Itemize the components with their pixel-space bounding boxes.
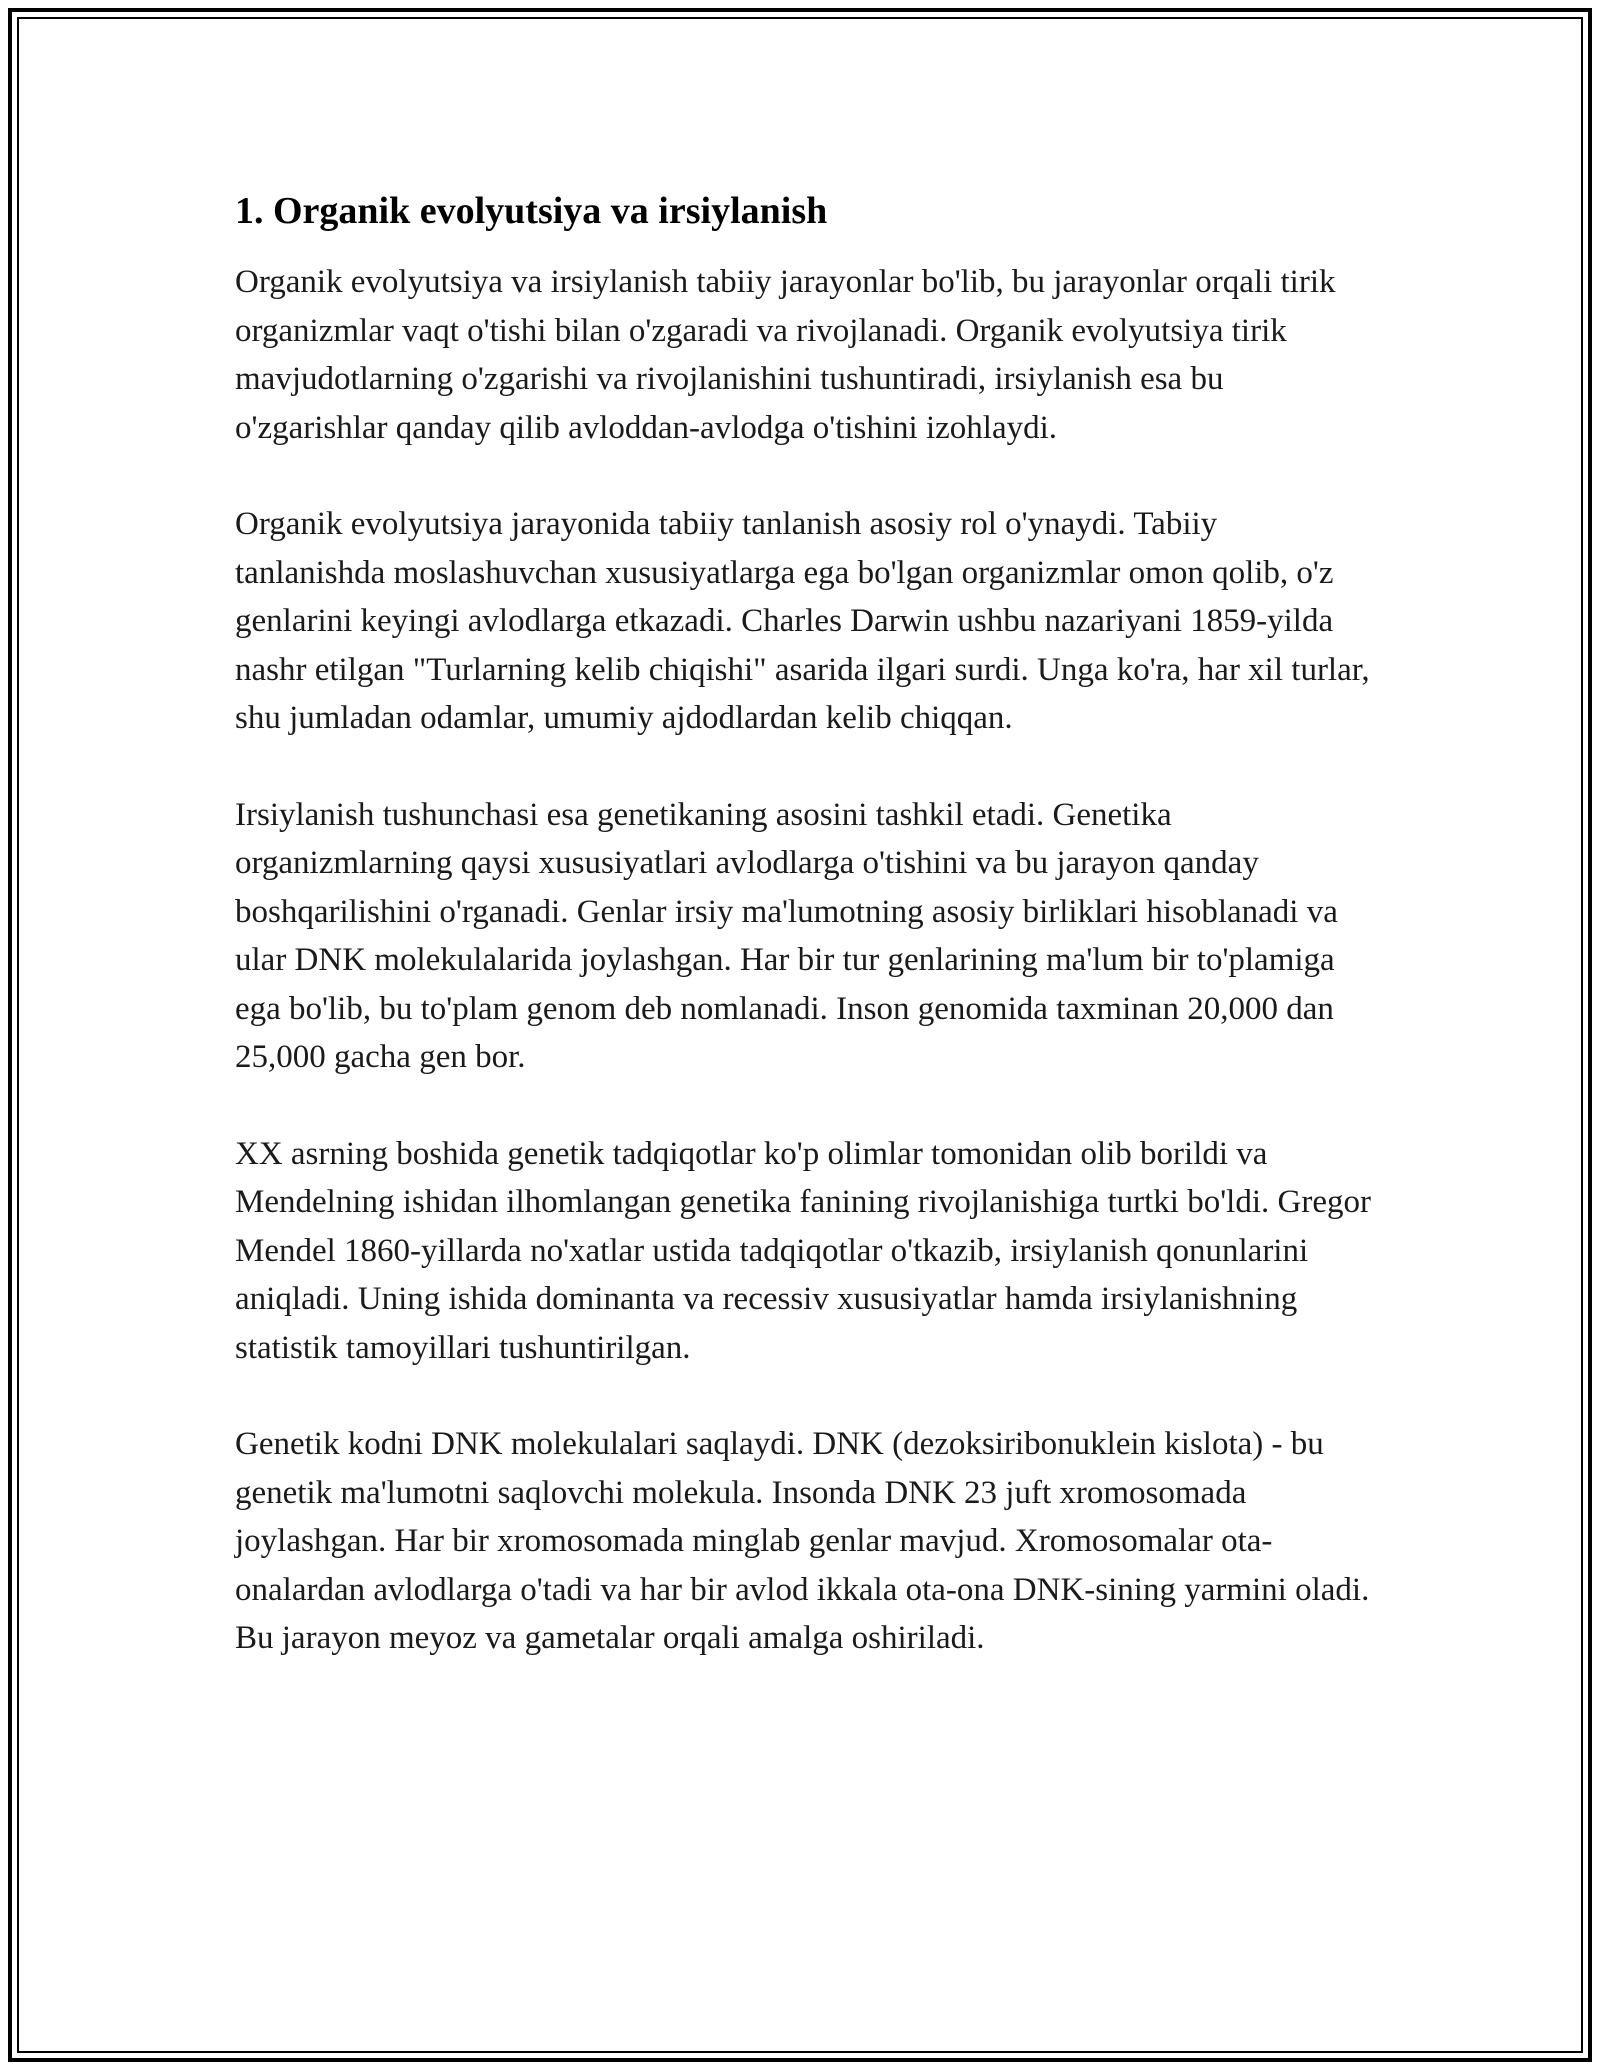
paragraph-4: XX asrning boshida genetik tadqiqotlar ko'p olimlar tomonidan olib borildi va Mendelning ishidan ilhomlangan genetika fanining rivojlanishiga turtki bo'ldi. Gregor Mendel 1860-yillarda no'xatlar ustida tadqiqotlar o'tkazib, irsiylanish qonunlarini aniqladi. Uning ishida dominanta va recessiv xususiyatlar hamda irsiylanishning statistik tamoyillari tushuntirilgan. [235,1135,1371,1366]
document-title: 1. Organik evolyutsiya va irsiylanish [235,190,828,232]
paragraph-3: Irsiylanish tushunchasi esa genetikaning asosini tashkil etadi. Genetika organizmlarning qaysi xususiyatlari avlodlarga o'tishini va bu jarayon qanday boshqarilishini o'rganadi. Genlar irsiy ma'lumotning asosiy birliklari hisoblanadi va ular DNK molekulalarida joylashgan. Har bir tur genlarining ma'lum bir to'plamiga ega bo'lib, bu to'plam genom deb nomlanadi. Inson genomida taxminan 20,000 dan 25,000 gacha gen bor. [235,796,1338,1075]
document-body [235,186,1375,1711]
paragraph-1: Organik evolyutsiya va irsiylanish tabiiy jarayonlar bo'lib, bu jarayonlar orqali tirik organizmlar vaqt o'tishi bilan o'zgaradi va rivojlanadi. Organik evolyutsiya tirik mavjudotlarning o'zgarishi va rivojlanishini tushuntiradi, irsiylanish esa bu o'zgarishlar qanday qilib avloddan-avlodga o'tishini izohlaydi. [235,264,1336,446]
paragraph-5: Genetik kodni DNK molekulalari saqlaydi. DNK (dezoksiribonuklein kislota) - bu genetik ma'lumotni saqlovchi molekula. Insonda DNK 23 juft xromosomada joylashgan. Har bir xromosomada minglab genlar mavjud. Xromosomalar ota-onalardan avlodlarga o'tadi va har bir avlod ikkala ota-ona DNK-sining yarmini oladi. Bu jarayon meyoz va gametalar orqali amalga oshiriladi. [235,1426,1370,1656]
paragraph-2: Organik evolyutsiya jarayonida tabiiy tanlanish asosiy rol o'ynaydi. Tabiiy tanlanishda moslashuvchan xususiyatlarga ega bo'lgan organizmlar omon qolib, o'z genlarini keyingi avlodlarga etkazadi. Charles Darwin ushbu nazariyani 1859-yilda nashr etilgan "Turlarning kelib chiqishi" asarida ilgari surdi. Unga ko'ra, har xil turlar, shu jumladan odamlar, umumiy ajdodlardan kelib chiqqan. [235,506,1370,736]
